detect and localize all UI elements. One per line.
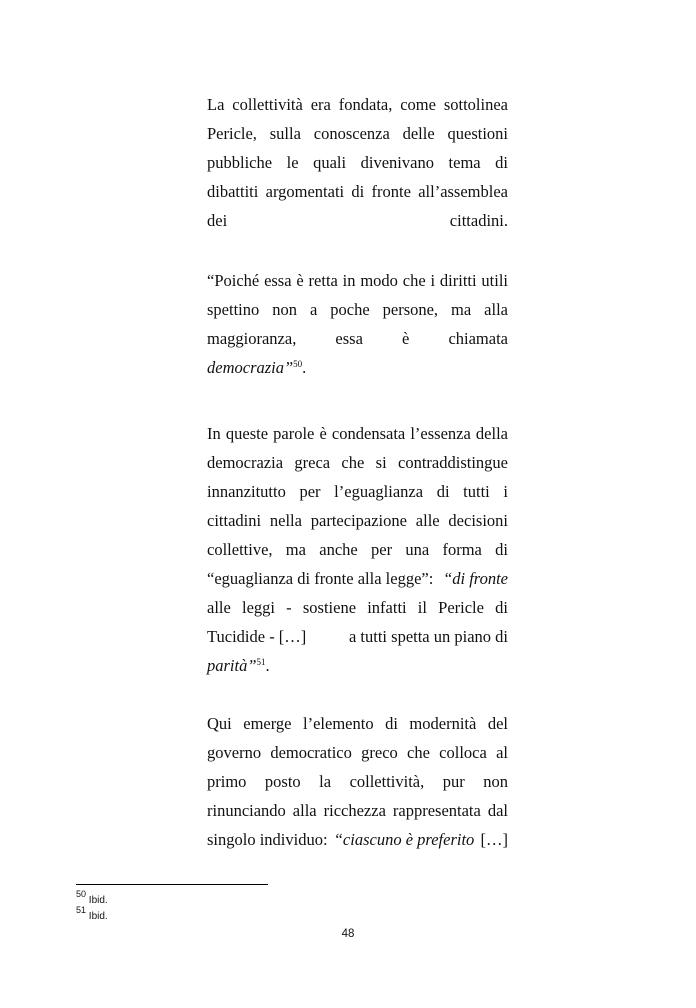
text-line: Pericle, sulla conoscenza delle questioni [207, 124, 508, 143]
footnote-divider [76, 884, 268, 885]
text-line: dibattiti argomentati di fronte all’assemblea [207, 182, 508, 201]
body-text: singolo individuo: [207, 830, 328, 849]
text-line: collettive, ma anche per una forma di [207, 540, 508, 559]
italic-quote: “ciascuno è preferito [333, 830, 475, 849]
text-line [207, 353, 508, 382]
text-line [207, 825, 508, 854]
page-number: 48 [341, 928, 355, 940]
footnote-number: 51 [76, 905, 87, 915]
text-line: rinunciando alla ricchezza rappresentata dal [207, 801, 508, 820]
text-line: governo democratico greco che colloca al [207, 743, 508, 762]
italic-quote: “di fronte [443, 569, 508, 588]
italic-quote: democrazia” [207, 358, 294, 377]
footnote-text: Ibid. [88, 895, 108, 906]
text-line: maggioranza, essa è chiamata [207, 329, 508, 348]
text-line: cittadini nella partecipazione alle decisioni [207, 511, 508, 530]
text-line: spettino non a poche persone, ma alla [207, 300, 508, 319]
italic-quote: parità” [207, 656, 257, 675]
text-line: In queste parole è condensata l’essenza della [207, 424, 508, 443]
text-line: La collettività era fondata, come sottolinea [207, 95, 508, 114]
punctuation: . [302, 358, 307, 377]
citation-text: Tucidide - […] [207, 627, 307, 646]
text-line [207, 622, 508, 651]
text-line: pubbliche le quali divenivano tema di [207, 153, 508, 172]
paragraph-4 [207, 709, 508, 854]
text-line: innanzitutto per l’eguaglianza di tutti i [207, 482, 508, 501]
footnote [76, 905, 108, 922]
text-line: primo posto la collettività, pur non [207, 772, 508, 791]
text-line: dei cittadini. [207, 211, 508, 230]
citation-text: a tutti spetta un piano di [348, 627, 508, 646]
paragraph-3 [207, 419, 508, 680]
text-line: Qui emerge l’elemento di modernità del [207, 714, 508, 733]
footnote-number: 50 [76, 889, 87, 899]
footnote-ref: 50 [293, 359, 303, 369]
text-line: alle leggi - sostiene infatti il Pericle di [207, 598, 508, 617]
text-line [207, 651, 508, 680]
footnote-ref: 51 [256, 657, 266, 667]
quote-text: “eguaglianza di fronte alla legge”: [207, 569, 434, 588]
ellipsis: […] [480, 830, 508, 849]
paragraph-2 [207, 266, 508, 382]
punctuation: . [265, 656, 270, 675]
text-line [207, 564, 508, 593]
text-line: “Poiché essa è retta in modo che i diritti utili [207, 271, 508, 290]
footnote-text: Ibid. [88, 911, 108, 922]
paragraph-1 [207, 90, 508, 235]
text-line: democrazia greca che si contraddistingue [207, 453, 508, 472]
